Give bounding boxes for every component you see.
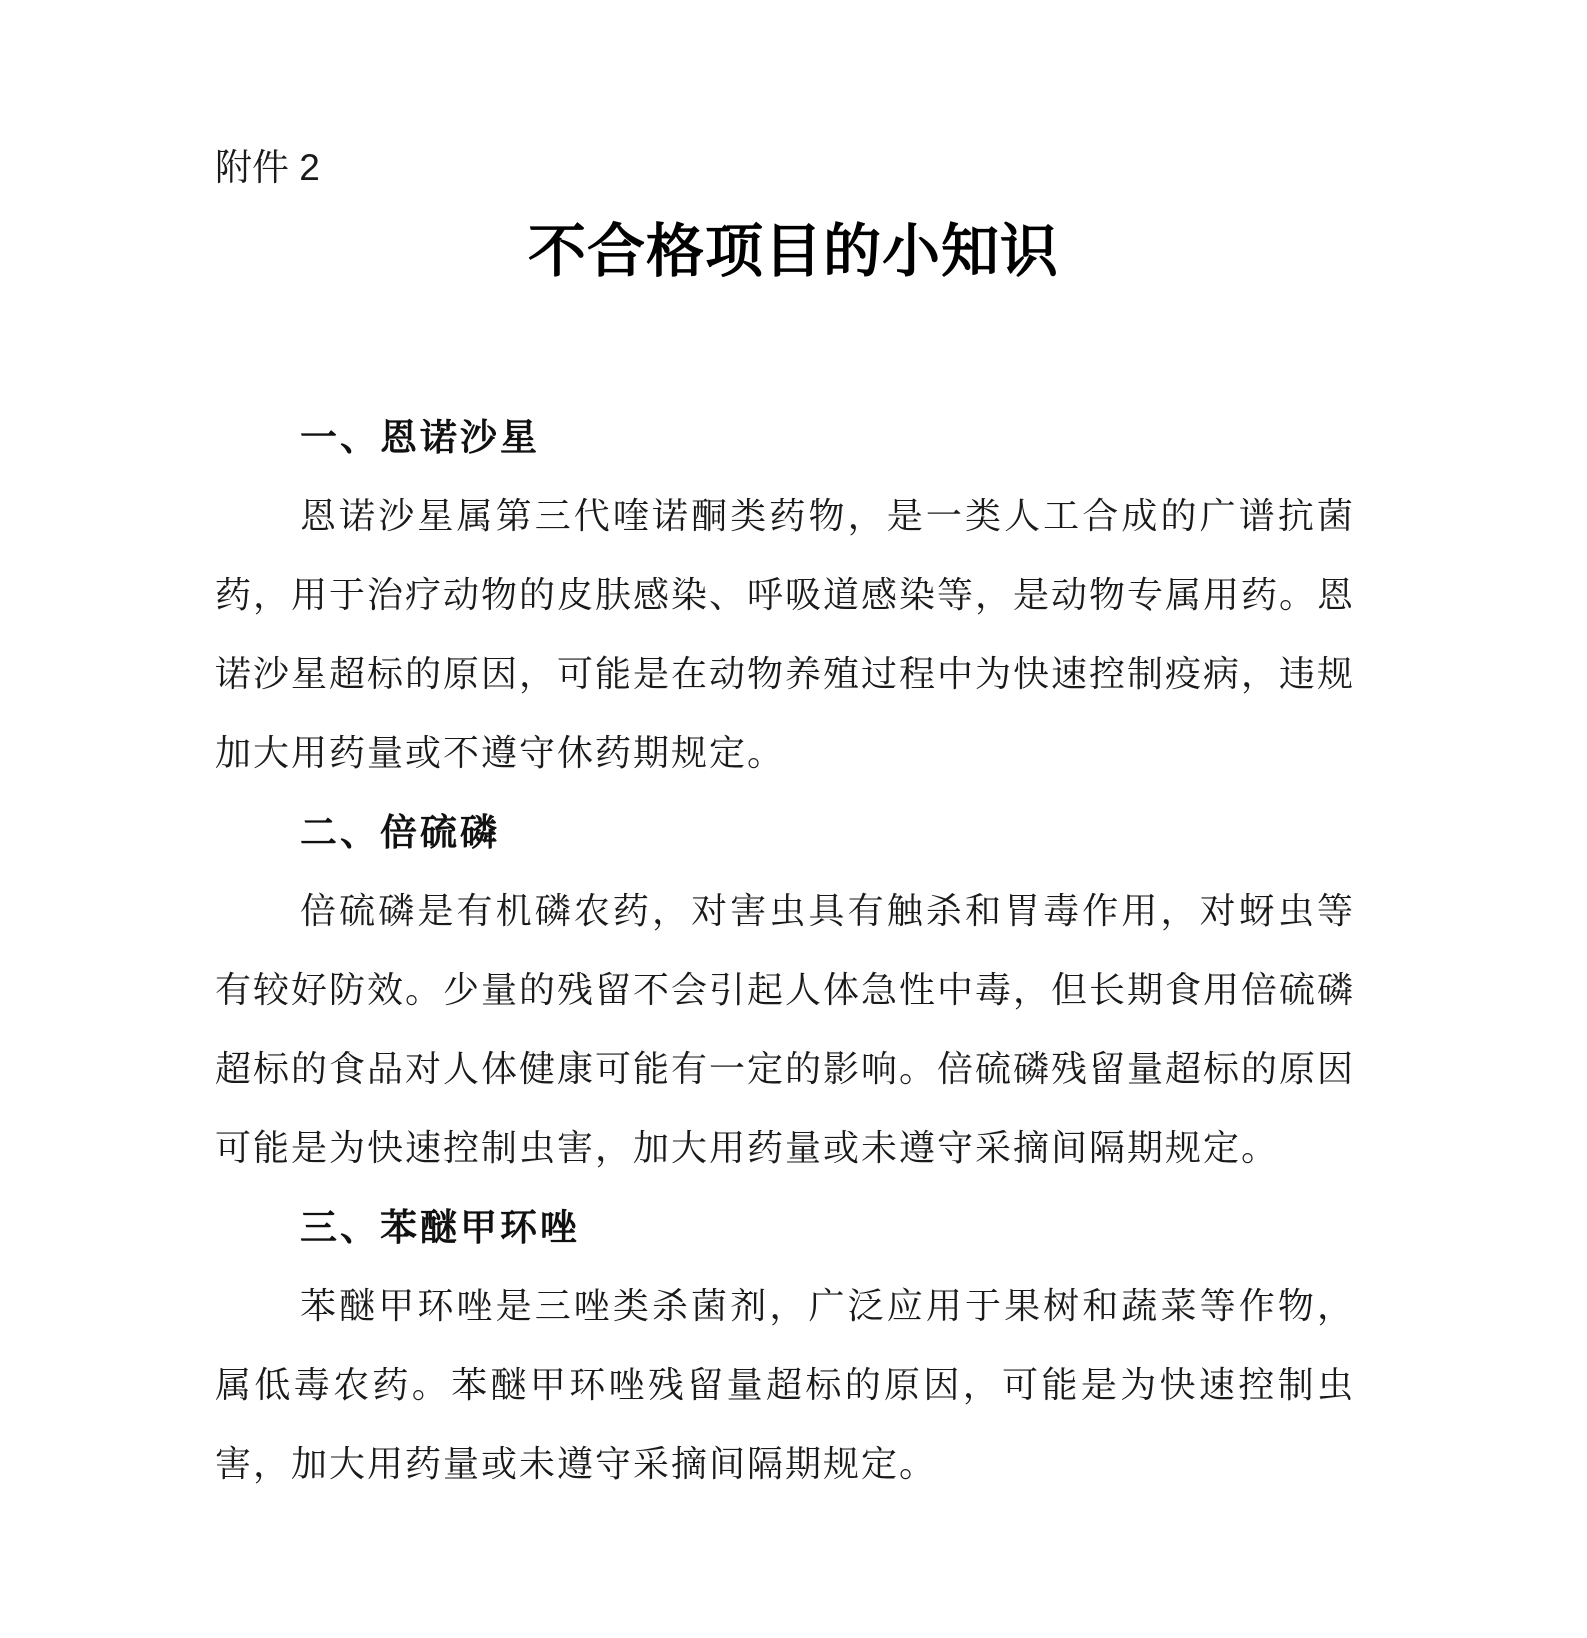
attachment-label: 附件 2 bbox=[215, 147, 320, 188]
section-fenthion bbox=[215, 793, 1355, 1188]
section-paragraph-fenthion: 倍硫磷是有机磷农药，对害虫具有触杀和胃毒作用，对蚜虫等有较好防效。少量的残留不会引起人体急性中毒，但长期食用倍硫磷超标的食品对人体健康可能有一定的影响。倍硫磷残留量超标的原因可能是为快速控制虫害，加大用药量或未遵守采摘间隔期规定。 bbox=[215, 891, 1356, 1168]
section-heading-difenoconazole: 三、苯醚甲环唑 bbox=[300, 1207, 580, 1248]
section-heading-enrofloxacin: 一、恩诺沙星 bbox=[300, 417, 540, 458]
section-paragraph-difenoconazole: 苯醚甲环唑是三唑类杀菌剂，广泛应用于果树和蔬菜等作物，属低毒农药。苯醚甲环唑残留量超标的原因，可能是为快速控制虫害，加大用药量或未遵守采摘间隔期规定。 bbox=[215, 1286, 1355, 1484]
page-title: 不合格项目的小知识 bbox=[527, 219, 1059, 284]
section-difenoconazole bbox=[215, 1188, 1355, 1504]
section-paragraph-enrofloxacin: 恩诺沙星属第三代喹诺酮类药物，是一类人工合成的广谱抗菌药，用于治疗动物的皮肤感染、呼吸道感染等，是动物专属用药。恩诺沙星超标的原因，可能是在动物养殖过程中为快速控制疫病，违规加大用药量或不遵守休药期规定。 bbox=[215, 496, 1356, 773]
section-enrofloxacin bbox=[215, 398, 1355, 793]
section-heading-fenthion: 二、倍硫磷 bbox=[300, 812, 500, 853]
document-body bbox=[215, 398, 1355, 1504]
